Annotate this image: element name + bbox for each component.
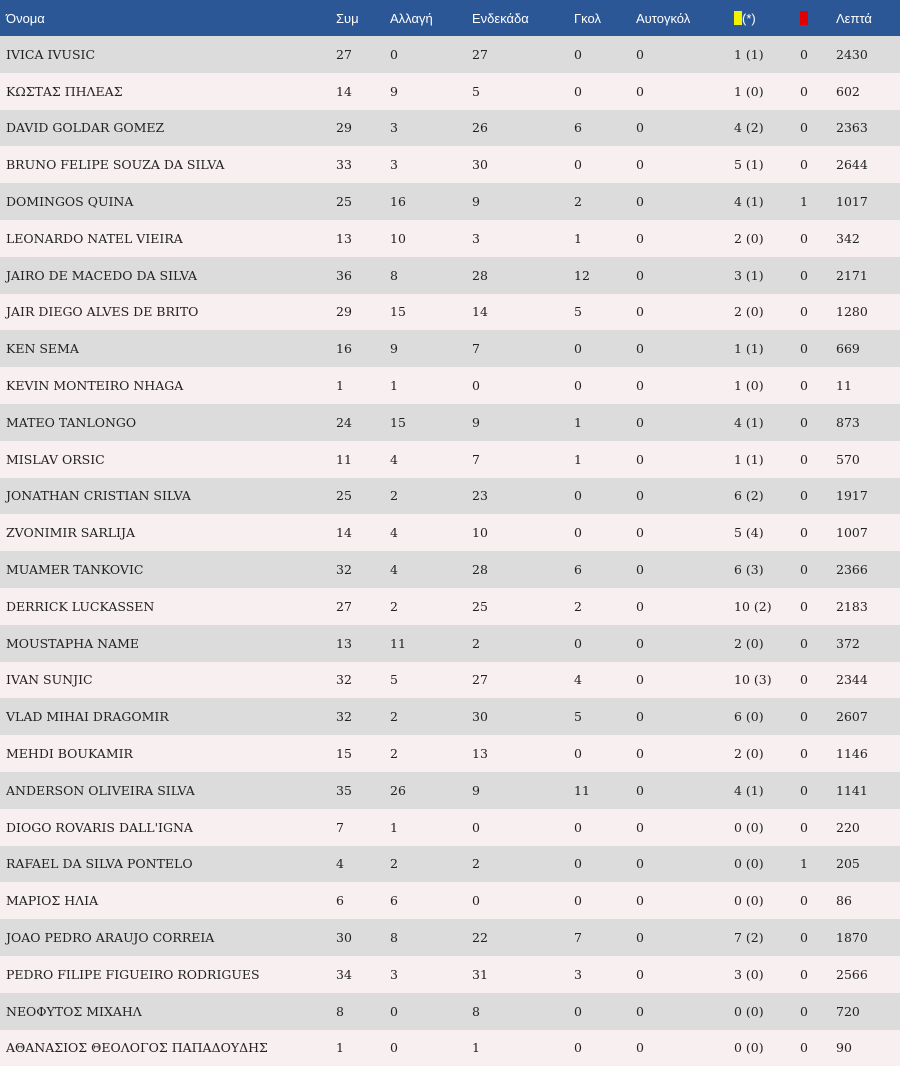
appearances-cell: 32 — [336, 672, 352, 688]
minutes-cell: 570 — [836, 451, 860, 467]
appearances-cell: 14 — [336, 525, 352, 541]
appearances-cell: 8 — [336, 1003, 344, 1019]
starting-cell: 27 — [472, 672, 488, 688]
yellow-cards-cell: 6 (2) — [734, 488, 764, 504]
minutes-cell: 2644 — [836, 157, 868, 173]
red-cards-cell: 0 — [800, 46, 808, 62]
own-goals-cell: 0 — [636, 341, 644, 357]
player-name: MEHDI BOUKAMIR — [6, 746, 133, 762]
table-row — [0, 846, 900, 883]
red-card-icon — [800, 11, 808, 25]
header-name[interactable]: Όνομα — [6, 10, 45, 26]
table-row — [0, 588, 900, 625]
table-row — [0, 514, 900, 551]
table-header-row — [0, 0, 900, 36]
starting-cell: 1 — [472, 1040, 480, 1056]
table-row — [0, 662, 900, 699]
minutes-cell: 2363 — [836, 120, 868, 136]
starting-cell: 0 — [472, 893, 480, 909]
red-cards-cell: 0 — [800, 230, 808, 246]
appearances-cell: 35 — [336, 782, 352, 798]
header-starting[interactable]: Ενδεκάδα — [472, 10, 529, 26]
substitute-cell: 0 — [390, 46, 398, 62]
appearances-cell: 16 — [336, 341, 352, 357]
starting-cell: 14 — [472, 304, 488, 320]
goals-cell: 1 — [574, 451, 582, 467]
goals-cell: 7 — [574, 930, 582, 946]
goals-cell: 0 — [574, 819, 582, 835]
red-cards-cell: 0 — [800, 341, 808, 357]
goals-cell: 0 — [574, 341, 582, 357]
substitute-cell: 3 — [390, 966, 398, 982]
substitute-cell: 1 — [390, 378, 398, 394]
own-goals-cell: 0 — [636, 230, 644, 246]
substitute-cell: 15 — [390, 304, 406, 320]
minutes-cell: 2183 — [836, 598, 868, 614]
appearances-cell: 27 — [336, 598, 352, 614]
player-name: JAIR DIEGO ALVES DE BRITO — [6, 304, 199, 320]
goals-cell: 12 — [574, 267, 590, 283]
substitute-cell: 2 — [390, 598, 398, 614]
player-name: BRUNO FELIPE SOUZA DA SILVA — [6, 157, 225, 173]
yellow-cards-cell: 1 (0) — [734, 83, 764, 99]
yellow-cards-cell: 4 (1) — [734, 414, 764, 430]
yellow-cards-cell: 4 (2) — [734, 120, 764, 136]
yellow-cards-cell: 4 (1) — [734, 782, 764, 798]
player-name: ΑΘΑΝΑΣΙΟΣ ΘΕΟΛΟΓΟΣ ΠΑΠΑΔΟΥΔΗΣ — [6, 1040, 268, 1056]
player-name: DOMINGOS QUINA — [6, 194, 134, 210]
goals-cell: 0 — [574, 378, 582, 394]
table-row — [0, 809, 900, 846]
substitute-cell: 8 — [390, 930, 398, 946]
table-row — [0, 625, 900, 662]
starting-cell: 22 — [472, 930, 488, 946]
appearances-cell: 24 — [336, 414, 352, 430]
substitute-cell: 4 — [390, 525, 398, 541]
header-substitute[interactable]: Αλλαγή — [390, 10, 433, 26]
table-row — [0, 956, 900, 993]
player-name: ΚΩΣΤΑΣ ΠΗΛΕΑΣ — [6, 83, 123, 99]
starting-cell: 23 — [472, 488, 488, 504]
yellow-cards-cell: 2 (0) — [734, 304, 764, 320]
own-goals-cell: 0 — [636, 709, 644, 725]
yellow-cards-cell: 1 (1) — [734, 451, 764, 467]
appearances-cell: 1 — [336, 1040, 344, 1056]
red-cards-cell: 0 — [800, 1040, 808, 1056]
red-cards-cell: 0 — [800, 378, 808, 394]
own-goals-cell: 0 — [636, 304, 644, 320]
appearances-cell: 15 — [336, 746, 352, 762]
red-cards-cell: 0 — [800, 414, 808, 430]
substitute-cell: 26 — [390, 782, 406, 798]
minutes-cell: 2344 — [836, 672, 868, 688]
appearances-cell: 25 — [336, 194, 352, 210]
goals-cell: 0 — [574, 157, 582, 173]
starting-cell: 28 — [472, 562, 488, 578]
own-goals-cell: 0 — [636, 157, 644, 173]
goals-cell: 5 — [574, 304, 582, 320]
starting-cell: 31 — [472, 966, 488, 982]
goals-cell: 4 — [574, 672, 582, 688]
appearances-cell: 33 — [336, 157, 352, 173]
header-yellow-cards[interactable] — [728, 0, 794, 36]
own-goals-cell: 0 — [636, 856, 644, 872]
own-goals-cell: 0 — [636, 83, 644, 99]
yellow-cards-cell: 2 (0) — [734, 230, 764, 246]
table-row — [0, 367, 900, 404]
minutes-cell: 602 — [836, 83, 860, 99]
substitute-cell: 9 — [390, 83, 398, 99]
starting-cell: 2 — [472, 856, 480, 872]
table-row — [0, 735, 900, 772]
own-goals-cell: 0 — [636, 378, 644, 394]
red-cards-cell: 0 — [800, 930, 808, 946]
goals-cell: 0 — [574, 525, 582, 541]
yellow-cards-cell: 0 (0) — [734, 856, 764, 872]
player-name: PEDRO FILIPE FIGUEIRO RODRIGUES — [6, 966, 260, 982]
goals-cell: 2 — [574, 598, 582, 614]
red-cards-cell: 0 — [800, 635, 808, 651]
own-goals-cell: 0 — [636, 488, 644, 504]
minutes-cell: 2366 — [836, 562, 868, 578]
minutes-cell: 873 — [836, 414, 860, 430]
table-row — [0, 882, 900, 919]
minutes-cell: 11 — [836, 378, 852, 394]
appearances-cell: 32 — [336, 709, 352, 725]
red-cards-cell: 1 — [800, 856, 808, 872]
goals-cell: 0 — [574, 635, 582, 651]
minutes-cell: 2430 — [836, 46, 868, 62]
appearances-cell: 14 — [336, 83, 352, 99]
yellow-card-icon — [734, 11, 742, 25]
appearances-cell: 29 — [336, 304, 352, 320]
appearances-cell: 13 — [336, 230, 352, 246]
table-row — [0, 919, 900, 956]
header-minutes[interactable]: Λεπτά — [836, 10, 872, 26]
table-row — [0, 220, 900, 257]
table-row — [0, 257, 900, 294]
goals-cell: 0 — [574, 83, 582, 99]
starting-cell: 9 — [472, 194, 480, 210]
red-cards-cell: 0 — [800, 598, 808, 614]
red-cards-cell: 0 — [800, 83, 808, 99]
yellow-cards-cell: 2 (0) — [734, 746, 764, 762]
own-goals-cell: 0 — [636, 525, 644, 541]
substitute-cell: 1 — [390, 819, 398, 835]
own-goals-cell: 0 — [636, 562, 644, 578]
appearances-cell: 4 — [336, 856, 344, 872]
table-row — [0, 146, 900, 183]
yellow-cards-cell: 6 (0) — [734, 709, 764, 725]
appearances-cell: 36 — [336, 267, 352, 283]
goals-cell: 6 — [574, 562, 582, 578]
yellow-cards-cell: 1 (1) — [734, 46, 764, 62]
starting-cell: 30 — [472, 709, 488, 725]
yellow-cards-cell: 5 (4) — [734, 525, 764, 541]
own-goals-cell: 0 — [636, 966, 644, 982]
minutes-cell: 1007 — [836, 525, 868, 541]
header-red-cards[interactable] — [794, 0, 830, 36]
red-cards-cell: 0 — [800, 120, 808, 136]
minutes-cell: 86 — [836, 893, 852, 909]
table-row — [0, 478, 900, 515]
yellow-cards-cell: 1 (0) — [734, 378, 764, 394]
table-row — [0, 183, 900, 220]
yellow-cards-cell: 0 (0) — [734, 893, 764, 909]
player-name: MUAMER TANKOVIC — [6, 562, 144, 578]
minutes-cell: 2171 — [836, 267, 868, 283]
minutes-cell: 372 — [836, 635, 860, 651]
table-row — [0, 36, 900, 73]
player-name: DIOGO ROVARIS DALL'IGNA — [6, 819, 193, 835]
table-row — [0, 993, 900, 1030]
own-goals-cell: 0 — [636, 194, 644, 210]
table-row — [0, 441, 900, 478]
table-body — [0, 36, 900, 1066]
starting-cell: 27 — [472, 46, 488, 62]
yellow-cards-cell: 0 (0) — [734, 819, 764, 835]
yellow-cards-cell: 1 (1) — [734, 341, 764, 357]
header-yellow-note: (*) — [742, 10, 756, 26]
starting-cell: 10 — [472, 525, 488, 541]
goals-cell: 0 — [574, 1003, 582, 1019]
yellow-cards-cell: 4 (1) — [734, 194, 764, 210]
red-cards-cell: 0 — [800, 672, 808, 688]
appearances-cell: 11 — [336, 451, 352, 467]
minutes-cell: 720 — [836, 1003, 860, 1019]
player-name: MISLAV ORSIC — [6, 451, 105, 467]
substitute-cell: 11 — [390, 635, 406, 651]
minutes-cell: 1917 — [836, 488, 868, 504]
starting-cell: 28 — [472, 267, 488, 283]
substitute-cell: 0 — [390, 1003, 398, 1019]
starting-cell: 25 — [472, 598, 488, 614]
minutes-cell: 1017 — [836, 194, 868, 210]
substitute-cell: 9 — [390, 341, 398, 357]
own-goals-cell: 0 — [636, 819, 644, 835]
yellow-cards-cell: 3 (0) — [734, 966, 764, 982]
substitute-cell: 16 — [390, 194, 406, 210]
appearances-cell: 13 — [336, 635, 352, 651]
yellow-cards-cell: 0 (0) — [734, 1003, 764, 1019]
substitute-cell: 5 — [390, 672, 398, 688]
goals-cell: 0 — [574, 1040, 582, 1056]
yellow-cards-cell: 7 (2) — [734, 930, 764, 946]
appearances-cell: 7 — [336, 819, 344, 835]
own-goals-cell: 0 — [636, 414, 644, 430]
minutes-cell: 1870 — [836, 930, 868, 946]
starting-cell: 26 — [472, 120, 488, 136]
table-row — [0, 551, 900, 588]
goals-cell: 0 — [574, 856, 582, 872]
own-goals-cell: 0 — [636, 451, 644, 467]
starting-cell: 30 — [472, 157, 488, 173]
player-name: DAVID GOLDAR GOMEZ — [6, 120, 165, 136]
substitute-cell: 2 — [390, 709, 398, 725]
own-goals-cell: 0 — [636, 782, 644, 798]
player-name: IVICA IVUSIC — [6, 46, 96, 62]
own-goals-cell: 0 — [636, 1040, 644, 1056]
own-goals-cell: 0 — [636, 1003, 644, 1019]
red-cards-cell: 0 — [800, 157, 808, 173]
substitute-cell: 10 — [390, 230, 406, 246]
starting-cell: 7 — [472, 451, 480, 467]
goals-cell: 6 — [574, 120, 582, 136]
starting-cell: 3 — [472, 230, 480, 246]
red-cards-cell: 0 — [800, 709, 808, 725]
player-name: JAIRO DE MACEDO DA SILVA — [6, 267, 198, 283]
table-row — [0, 698, 900, 735]
substitute-cell: 6 — [390, 893, 398, 909]
red-cards-cell: 0 — [800, 562, 808, 578]
substitute-cell: 3 — [390, 157, 398, 173]
substitute-cell: 8 — [390, 267, 398, 283]
goals-cell: 3 — [574, 966, 582, 982]
player-name: VLAD MIHAI DRAGOMIR — [6, 709, 169, 725]
minutes-cell: 90 — [836, 1040, 852, 1056]
table-row — [0, 404, 900, 441]
own-goals-cell: 0 — [636, 893, 644, 909]
table-row — [0, 294, 900, 331]
header-own-goals[interactable]: Αυτογκόλ — [636, 10, 691, 26]
table-row — [0, 772, 900, 809]
red-cards-cell: 0 — [800, 525, 808, 541]
player-name: KEN SEMA — [6, 341, 79, 357]
appearances-cell: 6 — [336, 893, 344, 909]
starting-cell: 13 — [472, 746, 488, 762]
red-cards-cell: 0 — [800, 819, 808, 835]
appearances-cell: 27 — [336, 46, 352, 62]
yellow-cards-cell: 10 (3) — [734, 672, 772, 688]
substitute-cell: 15 — [390, 414, 406, 430]
player-name: ΝΕΟΦΥΤΟΣ ΜΙΧΑΗΛ — [6, 1003, 142, 1019]
minutes-cell: 342 — [836, 230, 860, 246]
goals-cell: 0 — [574, 46, 582, 62]
yellow-cards-cell: 5 (1) — [734, 157, 764, 173]
own-goals-cell: 0 — [636, 120, 644, 136]
own-goals-cell: 0 — [636, 635, 644, 651]
goals-cell: 1 — [574, 230, 582, 246]
starting-cell: 0 — [472, 819, 480, 835]
yellow-cards-cell: 6 (3) — [734, 562, 764, 578]
player-name: JONATHAN CRISTIAN SILVA — [6, 488, 191, 504]
table-row — [0, 73, 900, 110]
yellow-cards-cell: 3 (1) — [734, 267, 764, 283]
header-goals[interactable]: Γκολ — [574, 10, 601, 26]
red-cards-cell: 0 — [800, 488, 808, 504]
starting-cell: 0 — [472, 378, 480, 394]
minutes-cell: 2566 — [836, 966, 868, 982]
starting-cell: 2 — [472, 635, 480, 651]
starting-cell: 7 — [472, 341, 480, 357]
minutes-cell: 669 — [836, 341, 860, 357]
player-name: LEONARDO NATEL VIEIRA — [6, 230, 183, 246]
appearances-cell: 29 — [336, 120, 352, 136]
substitute-cell: 4 — [390, 451, 398, 467]
goals-cell: 1 — [574, 414, 582, 430]
player-name: ΜΑΡΙΟΣ ΗΛΙΑ — [6, 893, 99, 909]
minutes-cell: 1280 — [836, 304, 868, 320]
substitute-cell: 3 — [390, 120, 398, 136]
own-goals-cell: 0 — [636, 598, 644, 614]
red-cards-cell: 0 — [800, 893, 808, 909]
goals-cell: 0 — [574, 488, 582, 504]
own-goals-cell: 0 — [636, 672, 644, 688]
starting-cell: 9 — [472, 414, 480, 430]
substitute-cell: 2 — [390, 856, 398, 872]
appearances-cell: 30 — [336, 930, 352, 946]
own-goals-cell: 0 — [636, 267, 644, 283]
header-appearances[interactable]: Συμ — [336, 10, 359, 26]
own-goals-cell: 0 — [636, 746, 644, 762]
minutes-cell: 2607 — [836, 709, 868, 725]
minutes-cell: 205 — [836, 856, 860, 872]
player-name: ZVONIMIR SARLIJA — [6, 525, 136, 541]
substitute-cell: 2 — [390, 746, 398, 762]
minutes-cell: 1141 — [836, 782, 868, 798]
yellow-cards-cell: 0 (0) — [734, 1040, 764, 1056]
yellow-cards-cell: 10 (2) — [734, 598, 772, 614]
player-name: DERRICK LUCKASSEN — [6, 598, 155, 614]
starting-cell: 8 — [472, 1003, 480, 1019]
table-row — [0, 110, 900, 147]
red-cards-cell: 0 — [800, 267, 808, 283]
starting-cell: 5 — [472, 83, 480, 99]
player-name: MATEO TANLONGO — [6, 414, 137, 430]
appearances-cell: 25 — [336, 488, 352, 504]
red-cards-cell: 0 — [800, 451, 808, 467]
red-cards-cell: 0 — [800, 304, 808, 320]
red-cards-cell: 0 — [800, 1003, 808, 1019]
goals-cell: 0 — [574, 893, 582, 909]
player-name: JOAO PEDRO ARAUJO CORREIA — [6, 930, 215, 946]
red-cards-cell: 1 — [800, 194, 808, 210]
minutes-cell: 1146 — [836, 746, 868, 762]
table-row — [0, 330, 900, 367]
red-cards-cell: 0 — [800, 782, 808, 798]
red-cards-cell: 0 — [800, 746, 808, 762]
player-name: IVAN SUNJIC — [6, 672, 93, 688]
goals-cell: 11 — [574, 782, 590, 798]
minutes-cell: 220 — [836, 819, 860, 835]
goals-cell: 2 — [574, 194, 582, 210]
yellow-cards-cell: 2 (0) — [734, 635, 764, 651]
own-goals-cell: 0 — [636, 930, 644, 946]
goals-cell: 0 — [574, 746, 582, 762]
red-cards-cell: 0 — [800, 966, 808, 982]
appearances-cell: 1 — [336, 378, 344, 394]
player-name: MOUSTAPHA NAME — [6, 635, 140, 651]
table-row — [0, 1030, 900, 1066]
goals-cell: 5 — [574, 709, 582, 725]
player-name: KEVIN MONTEIRO NHAGA — [6, 378, 184, 394]
substitute-cell: 2 — [390, 488, 398, 504]
substitute-cell: 0 — [390, 1040, 398, 1056]
starting-cell: 9 — [472, 782, 480, 798]
player-name: ANDERSON OLIVEIRA SILVA — [6, 782, 195, 798]
own-goals-cell: 0 — [636, 46, 644, 62]
appearances-cell: 34 — [336, 966, 352, 982]
substitute-cell: 4 — [390, 562, 398, 578]
appearances-cell: 32 — [336, 562, 352, 578]
player-name: RAFAEL DA SILVA PONTELO — [6, 856, 193, 872]
